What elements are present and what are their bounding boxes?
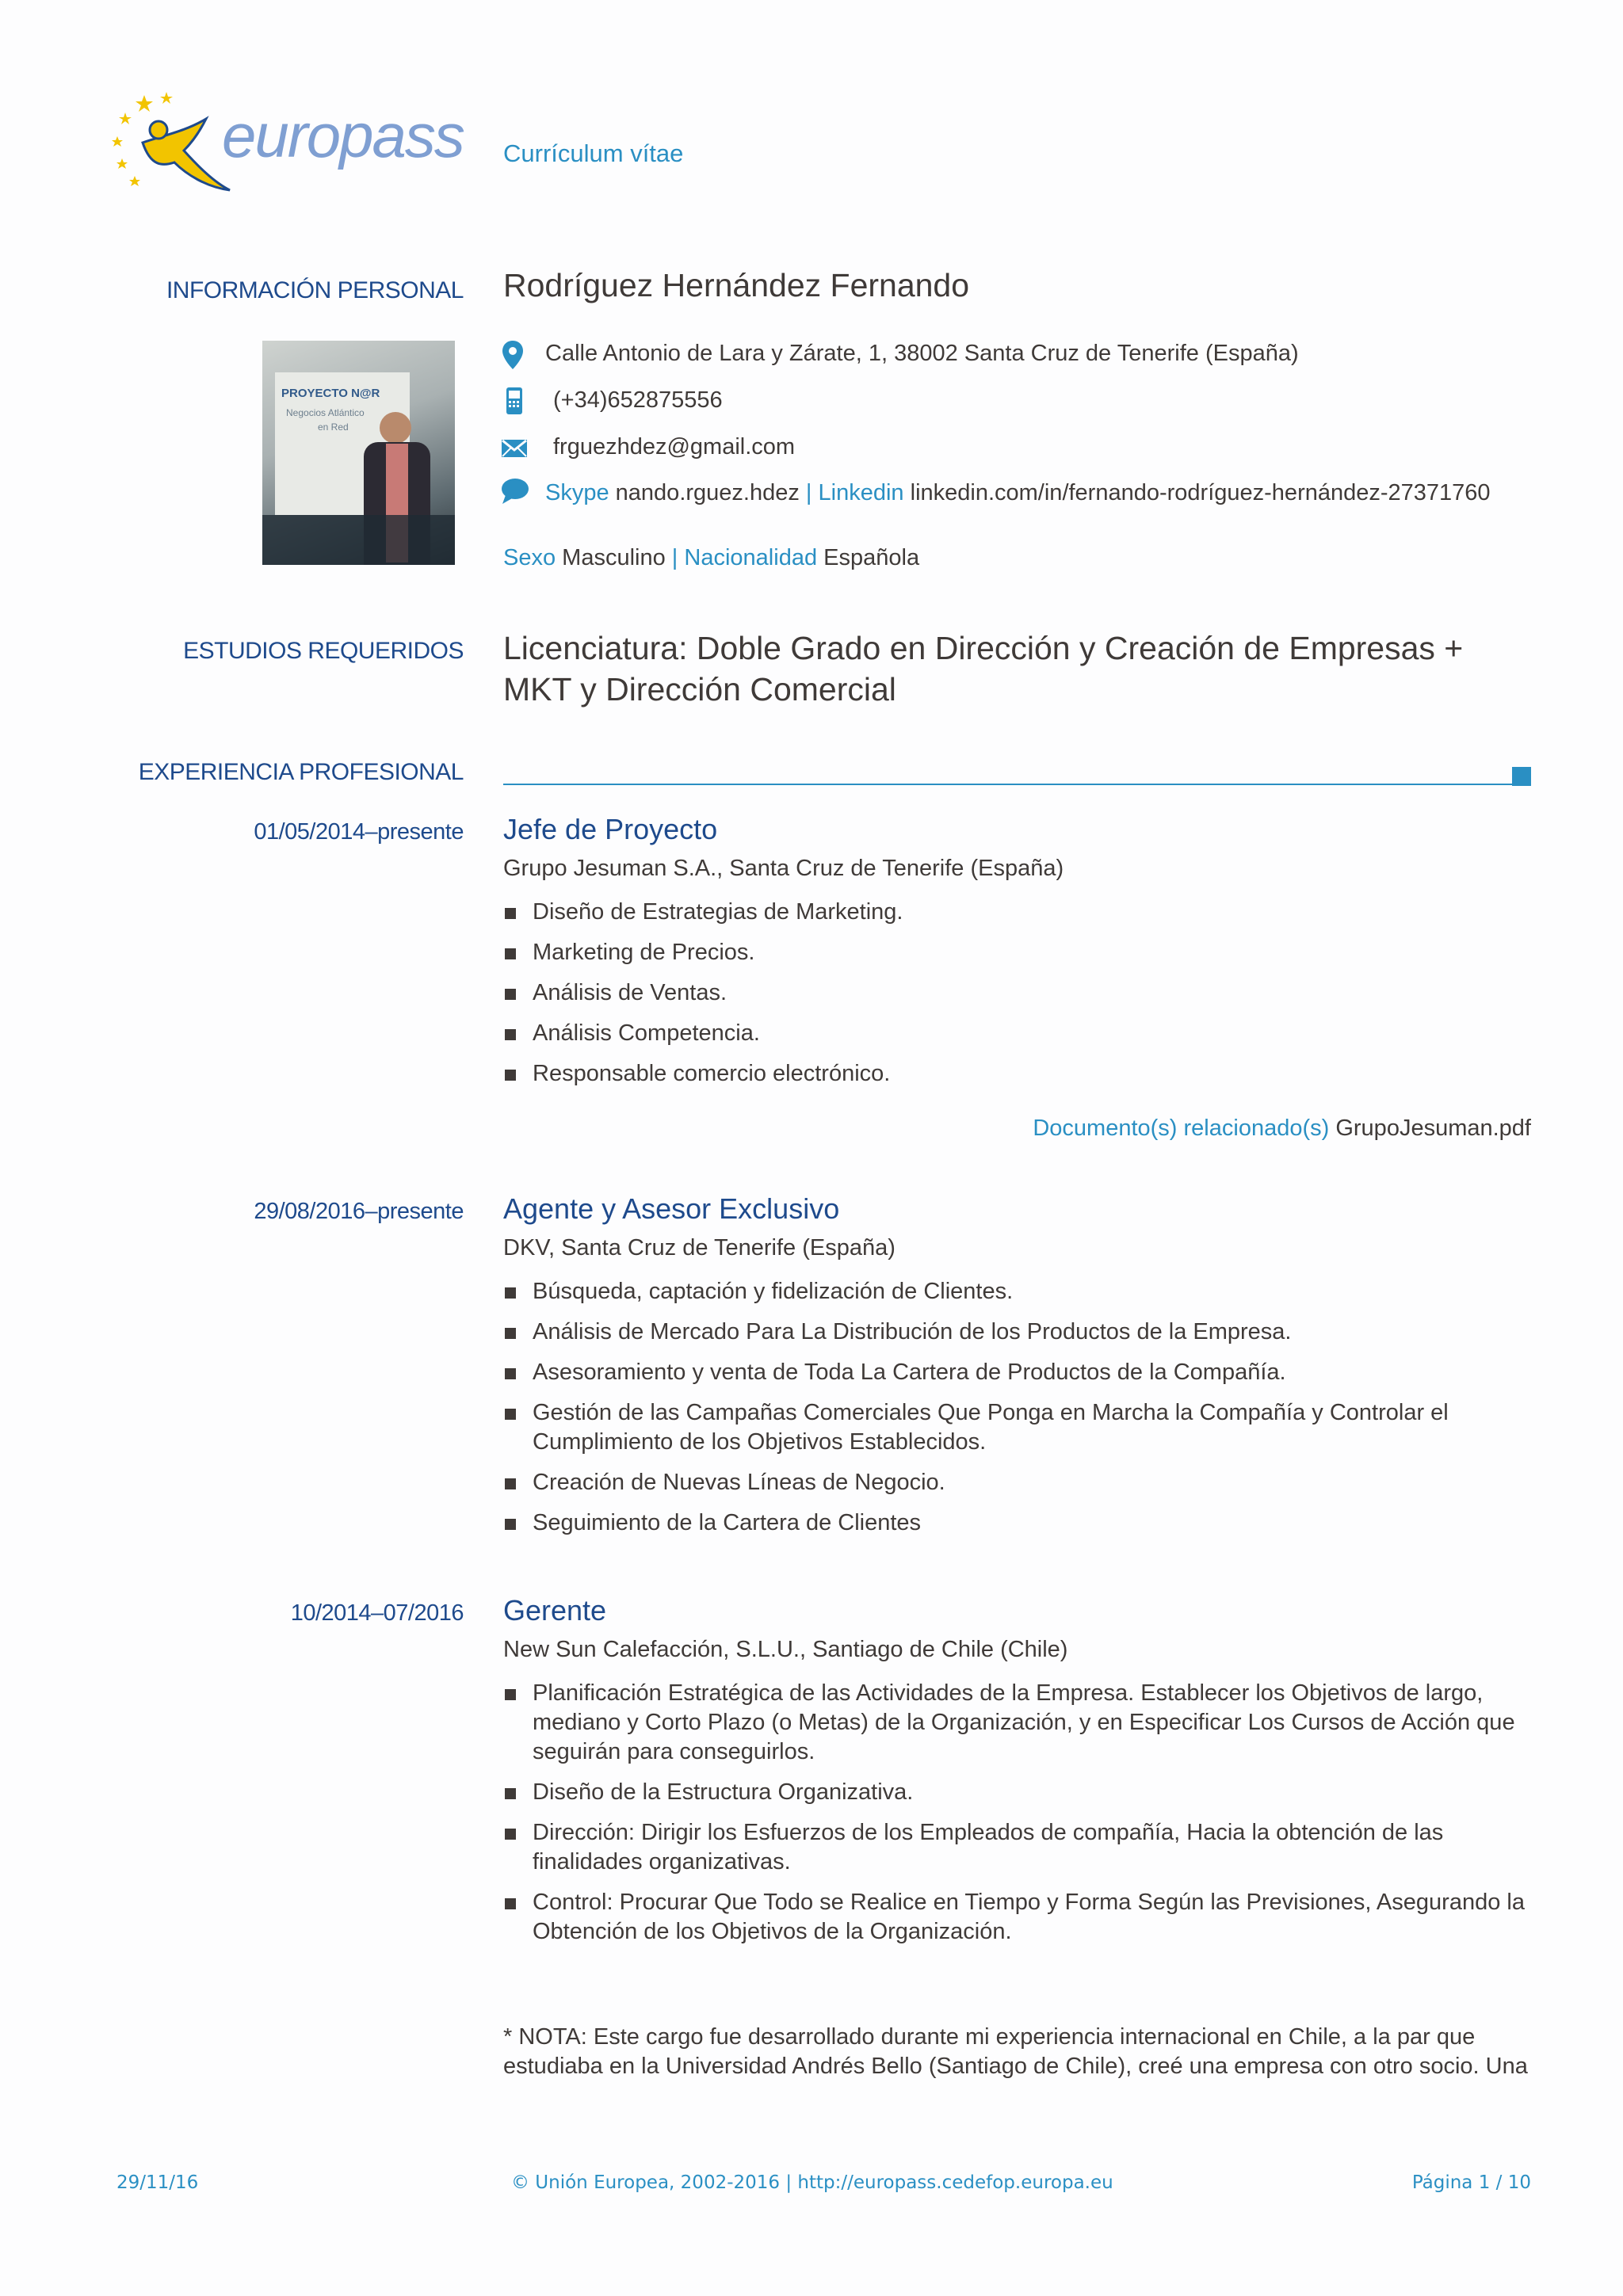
job-title: Gerente xyxy=(503,1594,607,1627)
envelope-icon xyxy=(501,439,528,458)
europass-logo xyxy=(111,87,475,198)
list-item: Análisis de Mercado Para La Distribución de los Productos de la Empresa. xyxy=(503,1318,1533,1347)
photo-banner-line2: Negocios Atlántico xyxy=(286,407,365,418)
related-document-link[interactable]: GrupoJesuman.pdf xyxy=(1335,1116,1531,1141)
photo-banner-line3: en Red xyxy=(318,421,349,433)
linkedin-label: Linkedin xyxy=(818,480,904,505)
list-item: Dirección: Dirigir los Esfuerzos de los Empleados de compañía, Hacia la obtención de las finalidades organizativas. xyxy=(503,1818,1468,1877)
section-label-experience: EXPERIENCIA PROFESIONAL xyxy=(138,759,464,785)
job-employer: Grupo Jesuman S.A., Santa Cruz de Tenerife (España) xyxy=(503,856,1064,881)
list-item: Análisis de Ventas. xyxy=(503,978,1533,1008)
list-item: Planificación Estratégica de las Actividades de la Empresa. Establecer los Objetivos de largo, mediano y Corto Plazo (o Metas) de la Organización, y en Especificar Los Cursos de Acción que seguirán para conseguirlos. xyxy=(503,1679,1523,1767)
list-item: Marketing de Precios. xyxy=(503,938,1533,967)
job-note xyxy=(503,2023,1528,2081)
sex-nationality-row xyxy=(503,545,919,571)
job-dates: 29/08/2016–presente xyxy=(254,1199,464,1224)
profile-photo xyxy=(262,341,455,565)
list-item: Búsqueda, captación y fidelización de Clientes. xyxy=(503,1277,1533,1306)
studies-heading xyxy=(503,627,1463,710)
job-dates: 01/05/2014–presente xyxy=(254,819,464,845)
europass-brand: europass xyxy=(222,101,464,170)
section-label-personal: INFORMACIÓN PERSONAL xyxy=(166,277,464,303)
mobile-phone-icon xyxy=(506,387,523,415)
separator: | xyxy=(671,545,678,570)
separator: | xyxy=(805,480,812,505)
skype-label: Skype xyxy=(545,480,609,505)
job-employer: New Sun Calefacción, S.L.U., Santiago de Chile (Chile) xyxy=(503,1637,1068,1662)
footer-page-number: Página 1 / 10 xyxy=(1411,2172,1531,2193)
job-duties-list xyxy=(503,898,1533,1100)
related-document-label: Documento(s) relacionado(s) xyxy=(1033,1116,1330,1141)
list-item: Seguimiento de la Cartera de Clientes xyxy=(503,1508,1533,1538)
list-item: Diseño de Estrategias de Marketing. xyxy=(503,898,1533,927)
list-item: Creación de Nuevas Líneas de Negocio. xyxy=(503,1468,1533,1497)
messaging-row xyxy=(545,480,1491,506)
related-document-row xyxy=(1033,1116,1531,1142)
section-divider-marker xyxy=(1512,767,1531,786)
skype-value: nando.rguez.hdez xyxy=(615,480,800,505)
footer-copyright[interactable]: © Unión Europea, 2002-2016 | http://europass.cedefop.europa.eu xyxy=(511,2172,1113,2193)
chat-bubble-icon xyxy=(501,478,529,505)
photo-banner-line1: PROYECTO N@R xyxy=(281,387,380,400)
studies-line-2: MKT y Dirección Comercial xyxy=(503,671,896,707)
job-note-line-2: estudiaba en la Universidad Andrés Bello (Santiago de Chile), creé una empresa con otro socio. Una xyxy=(503,2054,1528,2079)
list-item: Responsable comercio electrónico. xyxy=(503,1059,1533,1089)
linkedin-value[interactable]: linkedin.com/in/fernando-rodríguez-hernández-27371760 xyxy=(910,480,1491,505)
job-duties-list xyxy=(503,1679,1533,1958)
sex-label: Sexo xyxy=(503,545,556,570)
person-name: Rodríguez Hernández Fernando xyxy=(503,267,970,303)
job-employer: DKV, Santa Cruz de Tenerife (España) xyxy=(503,1235,896,1261)
job-title: Jefe de Proyecto xyxy=(503,813,718,845)
job-duties-list xyxy=(503,1277,1533,1549)
phone-text: (+34)652875556 xyxy=(553,387,723,413)
list-item: Diseño de la Estructura Organizativa. xyxy=(503,1778,1533,1807)
address-text: Calle Antonio de Lara y Zárate, 1, 38002 Santa Cruz de Tenerife (España) xyxy=(545,341,1299,366)
list-item: Control: Procurar Que Todo se Realice en Tiempo y Forma Según las Previsiones, Asegurando la Obtención de los Objetivos de la Organización. xyxy=(503,1888,1539,1947)
sex-value: Masculino xyxy=(562,545,666,570)
list-item: Gestión de las Campañas Comerciales Que Ponga en Marcha la Compañía y Controlar el Cumplimiento de los Objetivos Establecidos. xyxy=(503,1398,1491,1457)
email-link[interactable]: frguezhdez@gmail.com xyxy=(553,434,796,460)
nationality-label: Nacionalidad xyxy=(684,545,818,570)
section-label-studies: ESTUDIOS REQUERIDOS xyxy=(183,638,464,664)
document-title: Currículum vítae xyxy=(503,139,684,167)
list-item: Análisis Competencia. xyxy=(503,1019,1533,1048)
nationality-value: Española xyxy=(823,545,920,570)
section-divider xyxy=(503,784,1514,785)
job-title: Agente y Asesor Exclusivo xyxy=(503,1192,840,1225)
footer-date: 29/11/16 xyxy=(116,2172,199,2193)
location-pin-icon xyxy=(501,339,525,371)
job-note-line-1: * NOTA: Este cargo fue desarrollado durante mi experiencia internacional en Chile, a la par que xyxy=(503,2024,1476,2050)
job-dates: 10/2014–07/2016 xyxy=(290,1600,464,1626)
studies-line-1: Licenciatura: Doble Grado en Dirección y Creación de Empresas + xyxy=(503,630,1464,666)
list-item: Asesoramiento y venta de Toda La Cartera de Productos de la Compañía. xyxy=(503,1358,1533,1387)
